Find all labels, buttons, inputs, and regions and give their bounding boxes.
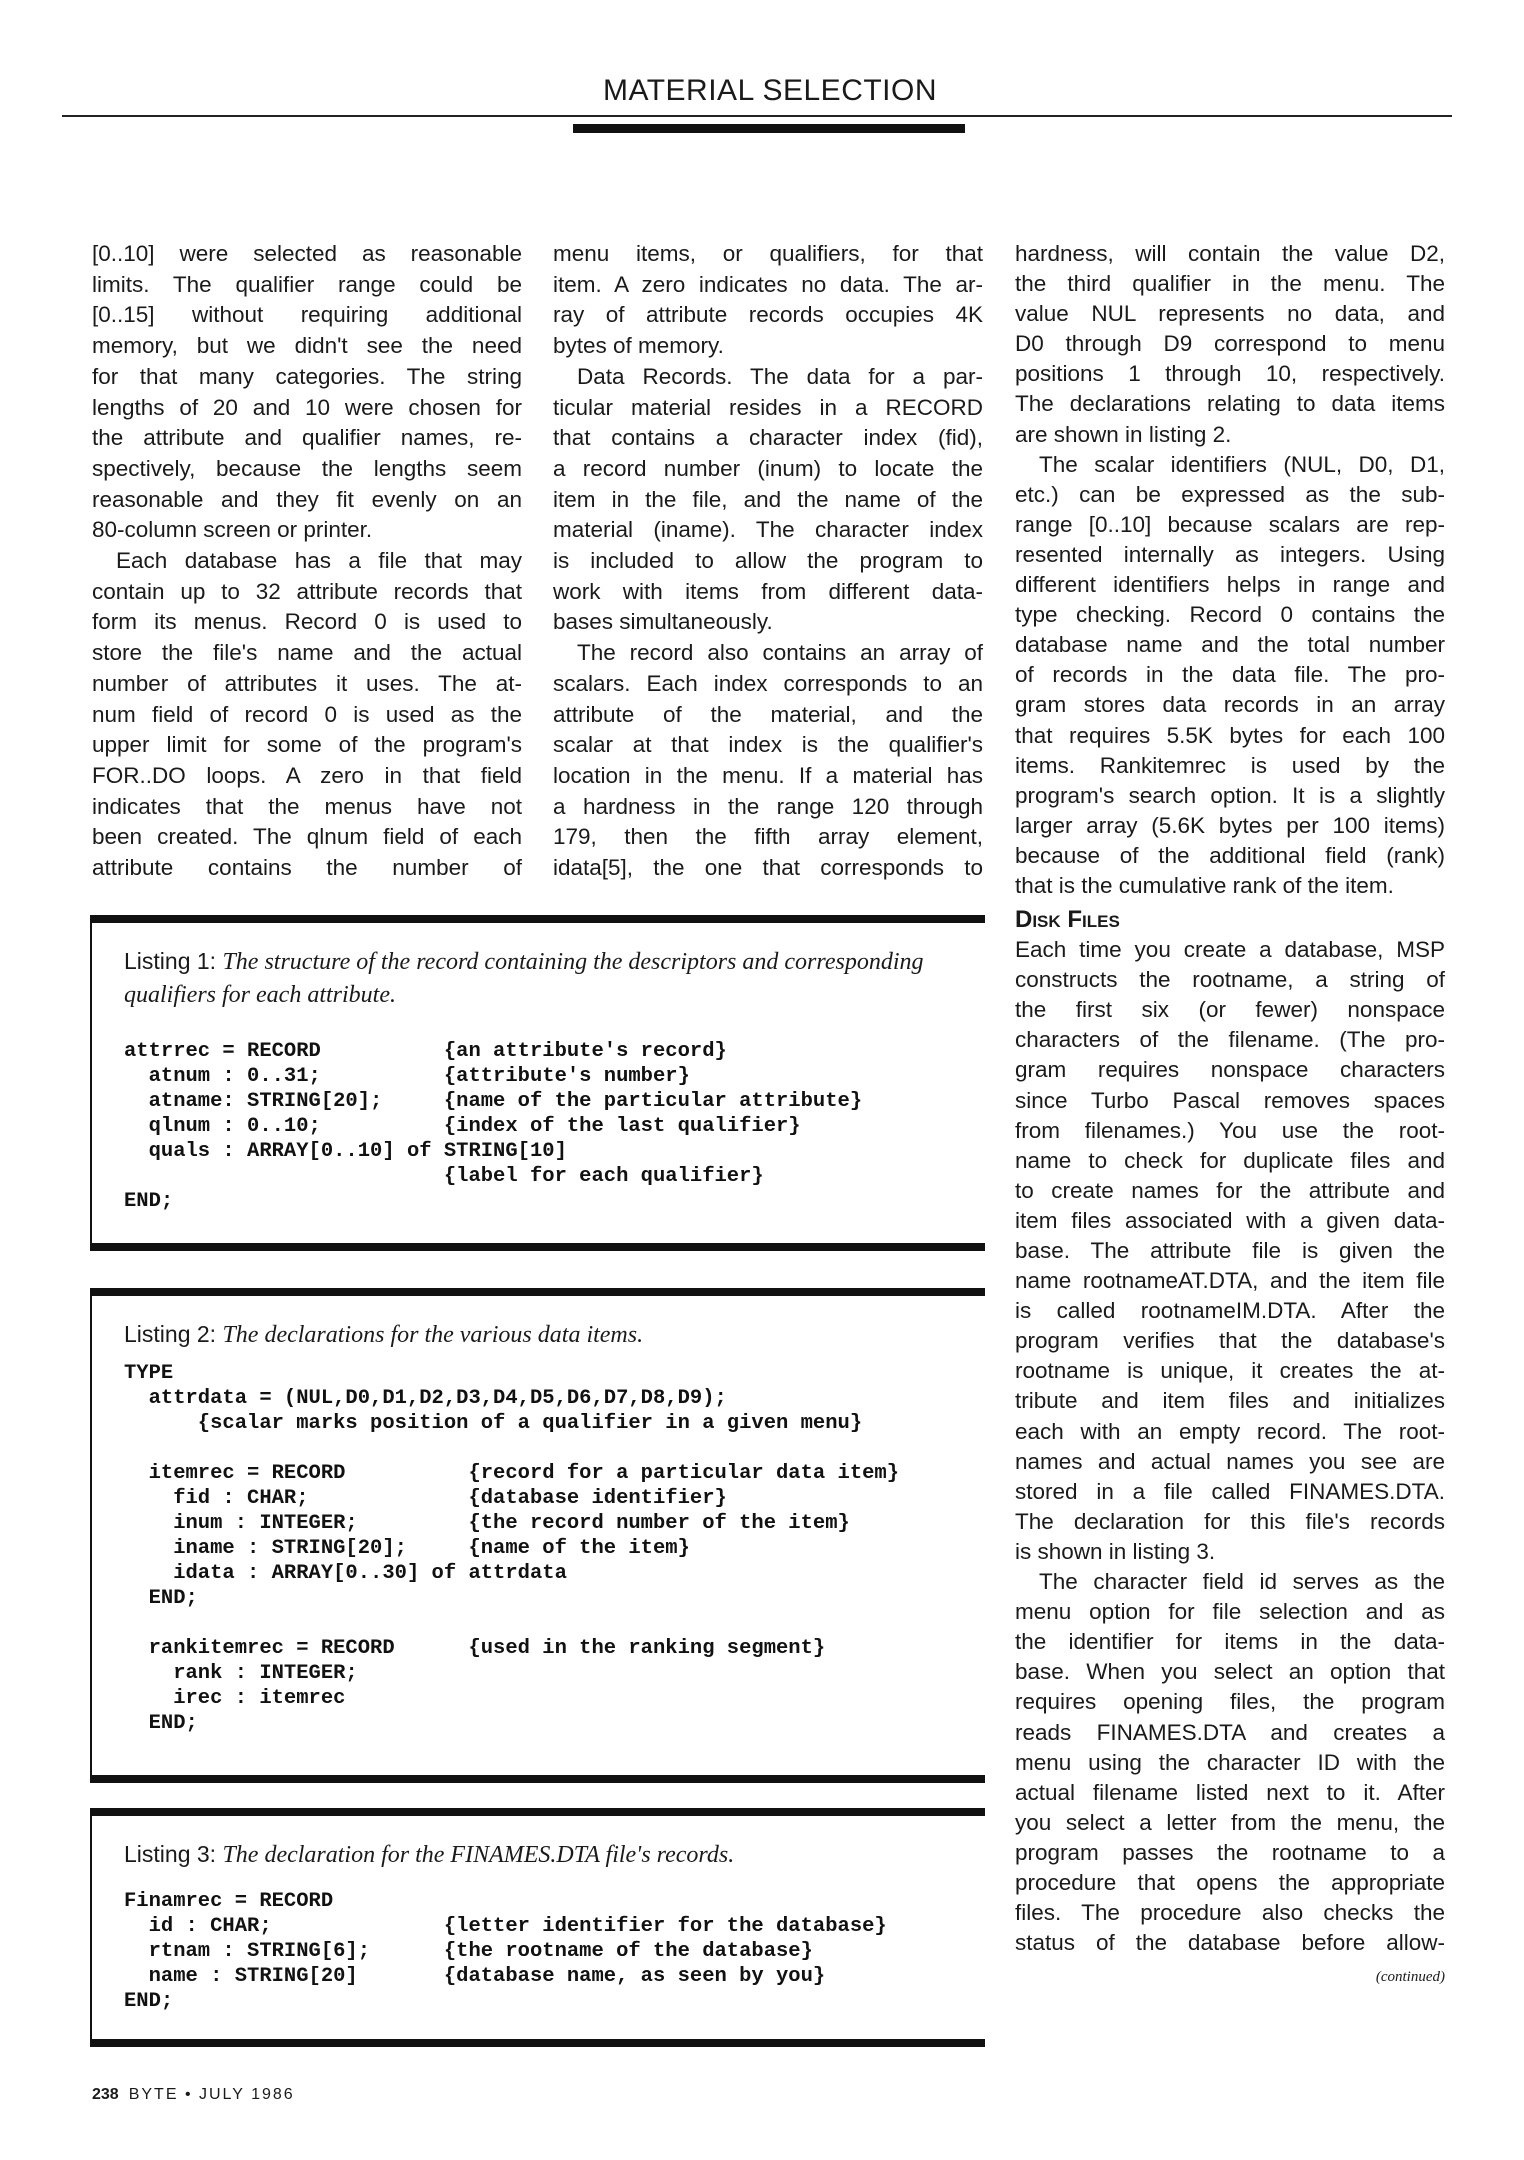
text-line: scalars. Each index corresponds to an — [553, 670, 983, 696]
text-line: scalar at that index is the qualifier's — [553, 732, 983, 758]
text-line: resented internally as integers. Using — [1015, 541, 1445, 567]
listing-label: Listing 1: — [124, 948, 217, 974]
text-line: that requires 5.5K bytes for each 100 — [1015, 722, 1445, 748]
text-line: indicates that the menus have not — [92, 793, 522, 819]
text-line: base. The attribute file is given the — [1015, 1238, 1445, 1263]
text-line: number of attributes it uses. The at- — [92, 670, 522, 696]
text-line: contain up to 32 attribute records that — [92, 578, 522, 604]
text-line: rootname is unique, it creates the at- — [1015, 1358, 1445, 1384]
text-line: type checking. Record 0 contains the — [1015, 602, 1445, 628]
paragraph — [1015, 239, 1445, 450]
text-line: program's search option. It is a slightly — [1015, 782, 1445, 808]
page-footer — [92, 2086, 295, 2104]
text-line: spectively, because the lengths seem — [92, 455, 522, 481]
text-line: the first six (or fewer) nonspace — [1015, 997, 1445, 1023]
text-line: requires opening files, the program — [1015, 1689, 1445, 1715]
listing-2 — [90, 1288, 985, 1783]
text-line: memory, but we didn't see the need — [92, 333, 522, 359]
text-line: [0..10] were selected as reasonable — [92, 241, 522, 266]
text-line: actual filename listed next to it. After — [1015, 1779, 1445, 1805]
text-line: 80-column screen or printer. — [92, 517, 373, 543]
text-line: positions 1 through 10, respectively. — [1015, 361, 1445, 387]
text-line: the attribute and qualifier names, re- — [92, 425, 522, 451]
text-line: item. A zero indicates no data. The ar- — [553, 271, 983, 297]
text-line: Data Records. The data for a par- — [577, 363, 983, 389]
text-line: name rootnameAT.DTA, and the item file — [1015, 1268, 1445, 1294]
listing-code: attrrec = RECORD {an attribute's record} atnum : 0..31; {attribute's number} atname: STRING[20]; {name of the particular attribute} qlnum : 0..10; {index of the last qualifier} quals : ARRAY[0..10] of STRING[10] {label for each qualifier} END; — [124, 1040, 863, 1213]
text-line: ray of attribute records occupies 4K — [553, 302, 983, 328]
text-line: menu using the character ID with the — [1015, 1749, 1445, 1775]
text-line: ticular material resides in a RECORD — [553, 394, 983, 420]
text-line: hardness, will contain the value D2, — [1015, 241, 1445, 266]
text-line: is included to allow the program to — [553, 548, 983, 574]
header-bar — [573, 124, 965, 133]
text-line: D0 through D9 correspond to menu — [1015, 331, 1445, 357]
text-line: idata[5], the one that corresponds to — [553, 855, 983, 881]
text-line: location in the menu. If a material has — [553, 762, 983, 788]
text-line: to create names for the attribute and — [1015, 1177, 1445, 1203]
text-line: because of the additional field (rank) — [1015, 842, 1445, 868]
text-line: item files associated with a given data- — [1015, 1207, 1445, 1233]
text-line: The scalar identifiers (NUL, D0, D1, — [1039, 451, 1445, 477]
text-line: gram stores data records in an array — [1015, 692, 1445, 718]
text-line: form its menus. Record 0 is used to — [92, 609, 522, 635]
paragraph — [553, 239, 983, 362]
text-line: larger array (5.6K bytes per 100 items) — [1015, 812, 1445, 838]
text-line: item in the file, and the name of the — [553, 486, 983, 512]
listing-caption: The structure of the record containing the descriptors and corresponding qualifiers for each attribute. — [124, 949, 924, 1008]
text-line: attribute of the material, and the — [553, 701, 983, 727]
text-line: names and actual names you see are — [1015, 1448, 1445, 1474]
paragraph — [1015, 1567, 1445, 1958]
footer-text: BYTE • JULY 1986 — [128, 2086, 295, 2103]
text-line: a hardness in the range 120 through — [553, 793, 983, 819]
text-line: is called rootnameIM.DTA. After the — [1015, 1298, 1445, 1324]
text-line: name to check for duplicate files and — [1015, 1147, 1445, 1173]
text-line: are shown in listing 2. — [1015, 421, 1232, 447]
text-line: you select a letter from the menu, the — [1015, 1809, 1445, 1835]
text-line: bases simultaneously. — [553, 609, 773, 635]
text-line: items. Rankitemrec is used by the — [1015, 752, 1445, 778]
text-line: the third qualifier in the menu. The — [1015, 271, 1445, 297]
text-line: program passes the rootname to a — [1015, 1839, 1445, 1865]
text-line: is shown in listing 3. — [1015, 1538, 1216, 1564]
listing-label: Listing 3: — [124, 1841, 217, 1867]
listing-3 — [90, 1808, 985, 2047]
text-line: [0..15] without requiring additional — [92, 302, 522, 328]
text-line: limits. The qualifier range could be — [92, 271, 522, 297]
text-line: store the file's name and the actual — [92, 640, 522, 666]
section-heading: Disk Files — [1015, 906, 1120, 934]
text-line: for that many categories. The string — [92, 363, 522, 389]
text-line: value NUL represents no data, and — [1015, 301, 1445, 327]
paragraph — [92, 546, 522, 884]
text-column-2 — [553, 239, 983, 884]
text-line: menu option for file selection and as — [1015, 1599, 1445, 1625]
text-line: num field of record 0 is used as the — [92, 701, 522, 727]
text-line: The declaration for this file's records — [1015, 1508, 1445, 1534]
text-line: gram requires nonspace characters — [1015, 1057, 1445, 1083]
text-line: database name and the total number — [1015, 632, 1445, 658]
paragraph — [1015, 935, 1445, 1567]
text-column-3 — [1015, 239, 1445, 1992]
text-line: 179, then the fifth array element, — [553, 824, 983, 850]
text-line: procedure that opens the appropriate — [1015, 1869, 1445, 1895]
text-line: FOR..DO loops. A zero in that field — [92, 762, 522, 788]
page-number: 238 — [92, 2086, 119, 2103]
paragraph — [92, 239, 522, 546]
text-line: since Turbo Pascal removes spaces — [1015, 1087, 1445, 1113]
text-line: reasonable and they fit evenly on an — [92, 486, 522, 512]
text-line: etc.) can be expressed as the sub- — [1015, 481, 1445, 507]
text-line: upper limit for some of the program's — [92, 732, 522, 758]
text-line: been created. The qlnum field of each — [92, 824, 522, 850]
text-line: tribute and item files and initializes — [1015, 1388, 1445, 1414]
text-line: from filenames.) You use the root- — [1015, 1117, 1445, 1143]
section-title: MATERIAL SELECTION — [602, 74, 938, 107]
text-line: reads FINAMES.DTA and creates a — [1015, 1719, 1445, 1745]
text-line: status of the database before allow- — [1015, 1930, 1445, 1956]
text-line: stored in a file called FINAMES.DTA. — [1015, 1478, 1445, 1504]
paragraph — [1015, 450, 1445, 901]
text-line: a record number (inum) to locate the — [553, 455, 983, 481]
text-line: range [0..10] because scalars are rep- — [1015, 511, 1445, 537]
text-line: constructs the rootname, a string of — [1015, 967, 1445, 993]
text-line: work with items from different data- — [553, 578, 983, 604]
text-line: bytes of memory. — [553, 333, 724, 359]
text-line: Each time you create a database, MSP — [1015, 937, 1445, 963]
text-line: attribute contains the number of — [92, 855, 522, 881]
text-line: The character field id serves as the — [1039, 1569, 1445, 1595]
text-line: that is the cumulative rank of the item. — [1015, 872, 1394, 898]
text-line: each with an empty record. The root- — [1015, 1418, 1445, 1444]
continued-note: (continued) — [1375, 1969, 1445, 1986]
text-line: The declarations relating to data items — [1015, 391, 1445, 417]
text-line: lengths of 20 and 10 were chosen for — [92, 394, 522, 420]
text-line: menu items, or qualifiers, for that — [553, 241, 983, 266]
listing-code: Finamrec = RECORD id : CHAR; {letter identifier for the database} rtnam : STRING[6]; {the rootname of the database} name : STRING[20] {database name, as seen by you} END; — [124, 1890, 887, 2013]
listing-code: TYPE attrdata = (NUL,D0,D1,D2,D3,D4,D5,D6,D7,D8,D9); {scalar marks position of a qualifier in a given menu} itemrec = RECORD {record for a particular data item} fid : CHAR; {database identifier} inum : INTEGER; {the record number of the item} iname : STRING[20]; {name of the item} idata : ARRAY[0..30] of attrdata END; rankitemrec = RECORD {used in the ranking segment} rank : INTEGER; irec : itemrec END; — [124, 1362, 900, 1735]
text-line: program verifies that the database's — [1015, 1328, 1445, 1354]
text-line: The record also contains an array of — [577, 640, 983, 666]
text-column-1 — [92, 239, 522, 884]
paragraph — [553, 362, 983, 638]
text-line: that contains a character index (fid), — [553, 425, 983, 451]
listing-1 — [90, 915, 985, 1251]
text-line: of records in the data file. The pro- — [1015, 662, 1445, 688]
text-line: files. The procedure also checks the — [1015, 1900, 1445, 1926]
text-line: base. When you select an option that — [1015, 1659, 1445, 1685]
text-line: the identifier for items in the data- — [1015, 1629, 1445, 1655]
header-rule — [62, 115, 1452, 117]
paragraph — [553, 638, 983, 884]
text-line: different identifiers helps in range and — [1015, 572, 1445, 598]
text-line: characters of the filename. (The pro- — [1015, 1027, 1445, 1053]
text-line: material (iname). The character index — [553, 517, 983, 543]
text-line: Each database has a file that may — [116, 548, 522, 574]
listing-caption: The declarations for the various data items. — [222, 1322, 644, 1348]
listing-label: Listing 2: — [124, 1321, 217, 1347]
listing-caption: The declaration for the FINAMES.DTA file's records. — [222, 1842, 735, 1868]
